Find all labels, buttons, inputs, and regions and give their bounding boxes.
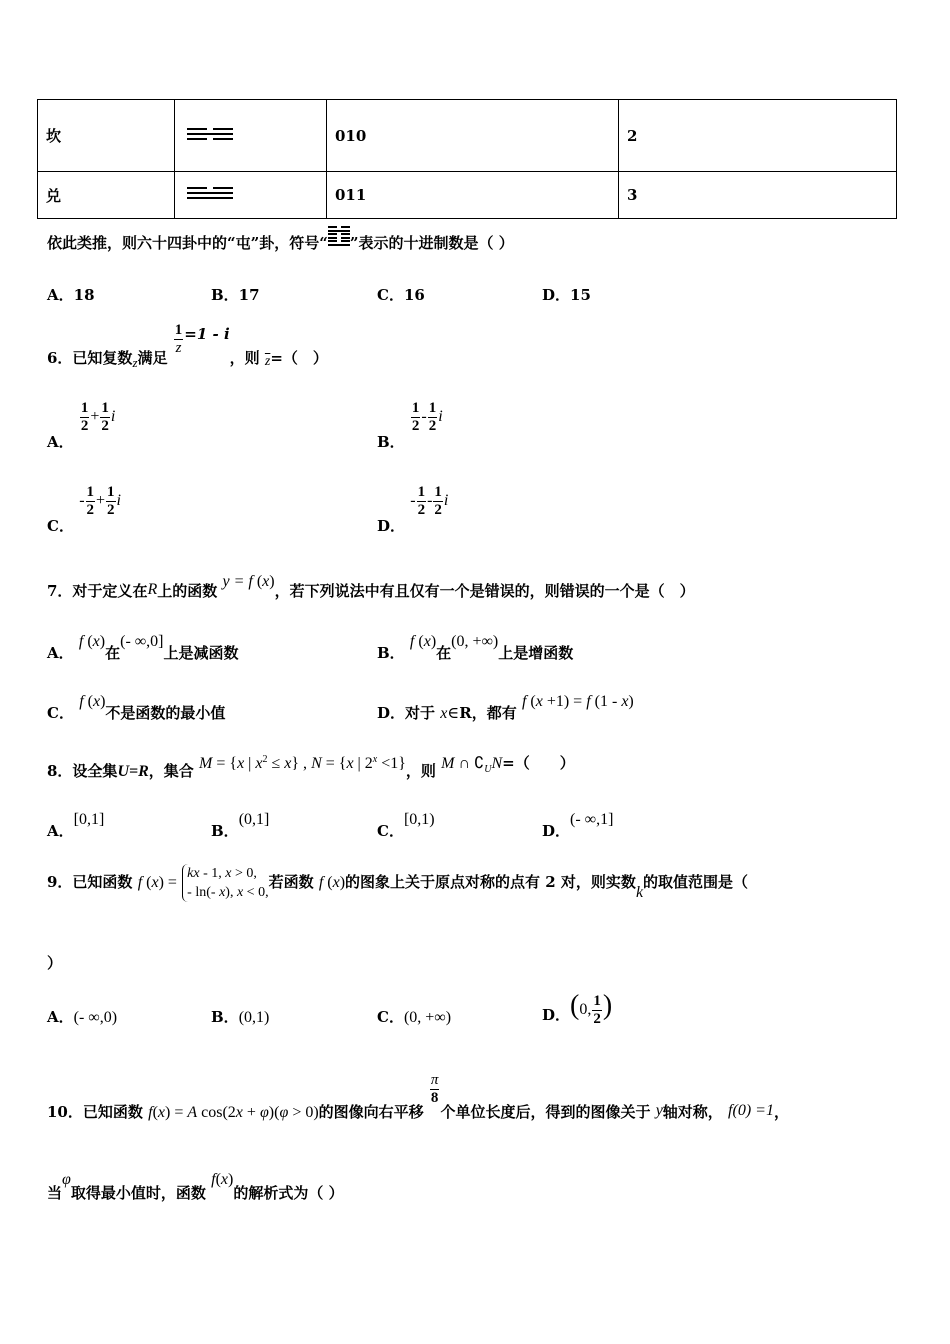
trigram-name: 坎 [38, 100, 175, 172]
question-10-line-2: 当φ取得最小值时，函数 f(x)的解析式为（ ） [47, 1171, 344, 1202]
trigram-table [37, 99, 897, 219]
hexagram-symbol [328, 225, 350, 248]
option-b: B．17 [211, 286, 260, 304]
table-row [38, 100, 897, 172]
option-d: D．对于 x∈R，都有 f (x +1) = f (1 - x) [377, 693, 634, 722]
decimal-value: 3 [619, 172, 897, 219]
question-7-stem: 7．对于定义在R上的函数 y = f (x)，若下列说法中有且仅有一个是错误的，则错误的一个是（ ） [47, 573, 695, 600]
option-b: B．(0,1) [211, 1008, 270, 1026]
option-c: C． f (x)不是函数的最小值 [47, 693, 226, 722]
binary-value: 010 [327, 100, 619, 172]
trigram-symbol [175, 172, 327, 219]
trigram-name: 兑 [38, 172, 175, 219]
option-b: B． $\frac{1}{2}$ - $\frac{1}{2}$ i [377, 400, 443, 451]
question-6-stem: 6．已知复数z满足 $\frac{1}{z}$ =1 - i，则 $\overline{z}=$（ ） [47, 322, 328, 370]
option-a: A．[0,1] [47, 811, 105, 840]
question-8-stem: 8．设全集U=R，集合 M = {x | $x^2 \le x$} , N = {x | $2^x <1$}，则 M ∩ $∁_UN=$（ ） [47, 754, 575, 780]
option-b: B． f (x)在(0, +∞)上是增函数 [377, 633, 574, 662]
option-a: A． f (x)在(- ∞,0]上是减函数 [47, 633, 239, 662]
option-a: A． $\frac{1}{2}$ + $\frac{1}{2}$ i [47, 400, 116, 451]
option-d: D．(0, $\frac{1}{2}$ ) [542, 990, 613, 1027]
option-d: D．(- ∞,1] [542, 811, 614, 840]
option-c: C．(0, +∞) [377, 1008, 452, 1026]
question-10-stem: 10．已知函数 f(x) = A cos(2x + φ)(φ > 0)的图像向右平移 $\frac{\pi}{8}$ 个单位长度后，得到的图像关于 y轴对称， f(0) =1， [47, 1072, 789, 1121]
option-c: C．[0,1) [377, 811, 435, 840]
option-d: D． - $\frac{1}{2}$ - $\frac{1}{2}$ i [377, 484, 449, 535]
trigram-symbol [175, 100, 327, 172]
question-9-close: ） [47, 954, 63, 972]
option-a: A．(- ∞,0) [47, 1008, 118, 1026]
question-9-stem: 9．已知函数 f (x) = kx - 1, x > 0, - ln(- x), x < 0,若函数 f (x)的图象上关于原点对称的点有 2 对，则实数k的取值范围是（ [47, 866, 749, 902]
table-row [38, 172, 897, 219]
binary-value: 011 [327, 172, 619, 219]
question-5-stem: 依此类推，则六十四卦中的“屯”卦，符号“ ”表示的十进制数是（ ） [47, 232, 514, 255]
option-d: D．15 [542, 286, 591, 304]
option-c: C． - $\frac{1}{2}$ + $\frac{1}{2}$ i [47, 484, 121, 535]
option-b: B．(0,1] [211, 811, 270, 840]
decimal-value: 2 [619, 100, 897, 172]
option-a: A．18 [47, 286, 95, 304]
option-c: C．16 [377, 286, 425, 304]
